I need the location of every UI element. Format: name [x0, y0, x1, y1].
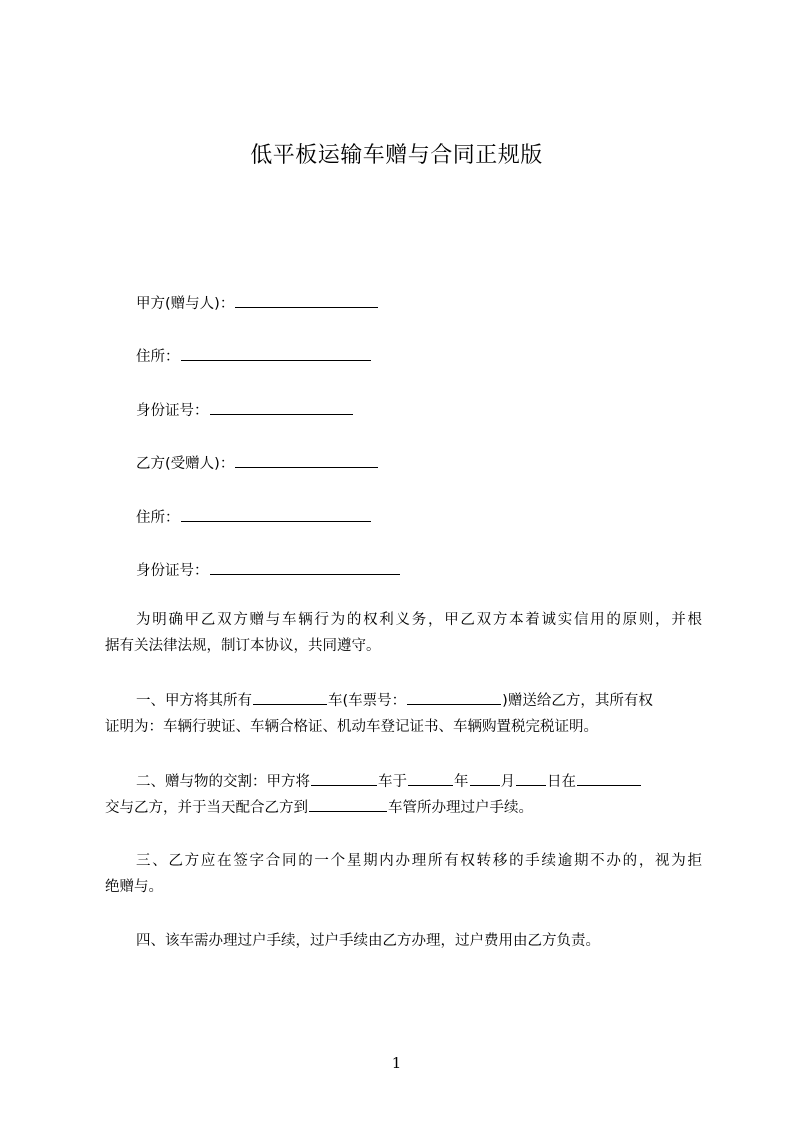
id-a-label: 身份证号： [136, 403, 209, 419]
id-a-blank[interactable] [210, 398, 353, 415]
party-a-label: 甲方(赠与人)： [136, 296, 235, 312]
vehicle-blank[interactable] [253, 688, 327, 705]
clause-1-part-3: )赠送给乙方，其所有权 [502, 693, 653, 709]
address-b-field [136, 505, 372, 529]
year-blank[interactable] [408, 769, 453, 786]
clause-1-part-2: 车(车票号： [328, 693, 407, 709]
intro-line-2: 据有关法律法规，制订本协议，共同遵守。 [105, 638, 381, 654]
address-a-field [136, 344, 372, 368]
clause-4 [105, 928, 702, 954]
id-b-field [136, 558, 401, 582]
clause-2-part-2: 车于 [378, 774, 407, 790]
month-blank[interactable] [470, 769, 500, 786]
clause-3-line-1: 三、乙方应在签字合同的一个星期内办理所有权转移的手续逾期不办的，视为拒 [136, 853, 702, 869]
party-a-blank[interactable] [235, 291, 378, 308]
clause-2-line-2-part-2: 车管所办理过户手续。 [388, 800, 533, 816]
clause-2-part-1: 二、赠与物的交割：甲方将 [136, 774, 310, 790]
address-a-label: 住所： [136, 349, 180, 365]
registry-office-blank[interactable] [309, 795, 387, 812]
address-a-blank[interactable] [181, 344, 371, 361]
page-number: 1 [391, 1054, 402, 1072]
clause-1 [105, 688, 702, 740]
clause-2-part-3: 年 [454, 774, 469, 790]
address-b-label: 住所： [136, 510, 180, 526]
party-b-blank[interactable] [235, 451, 378, 468]
intro-paragraph [105, 607, 702, 659]
handover-vehicle-blank[interactable] [311, 769, 377, 786]
clause-1-line-2: 证明为：车辆行驶证、车辆合格证、机动车登记证书、车辆购置税完税证明。 [105, 719, 598, 735]
party-b-label: 乙方(受赠人)： [136, 456, 235, 472]
id-a-field [136, 398, 354, 422]
clause-1-line-1 [105, 688, 702, 714]
clause-2-part-4: 月 [500, 774, 515, 790]
id-b-label: 身份证号： [136, 563, 209, 579]
clause-2 [105, 769, 702, 821]
ticket-number-blank[interactable] [407, 688, 501, 705]
address-b-blank[interactable] [181, 505, 371, 522]
clause-4-line-1: 四、该车需办理过户手续，过户手续由乙方办理，过户费用由乙方负责。 [136, 933, 600, 949]
clause-3-line-2: 绝赠与。 [105, 879, 163, 895]
party-b-field [136, 451, 379, 475]
clause-1-part-1: 一、甲方将其所有 [136, 693, 252, 709]
day-blank[interactable] [516, 769, 546, 786]
clause-2-line-1 [105, 769, 702, 795]
clause-2-line-2-part-1: 交与乙方，并于当天配合乙方到 [105, 800, 308, 816]
clause-2-part-5: 日在 [547, 774, 576, 790]
clause-2-line-2 [105, 795, 702, 821]
document-title: 低平板运输车赠与合同正规版 [250, 143, 543, 168]
intro-line-1: 为明确甲乙双方赠与车辆行为的权利义务，甲乙双方本着诚实信用的原则，并根 [136, 612, 702, 628]
clause-3 [105, 848, 702, 900]
location-blank[interactable] [577, 769, 641, 786]
id-b-blank[interactable] [210, 558, 400, 575]
party-a-field [136, 291, 379, 315]
